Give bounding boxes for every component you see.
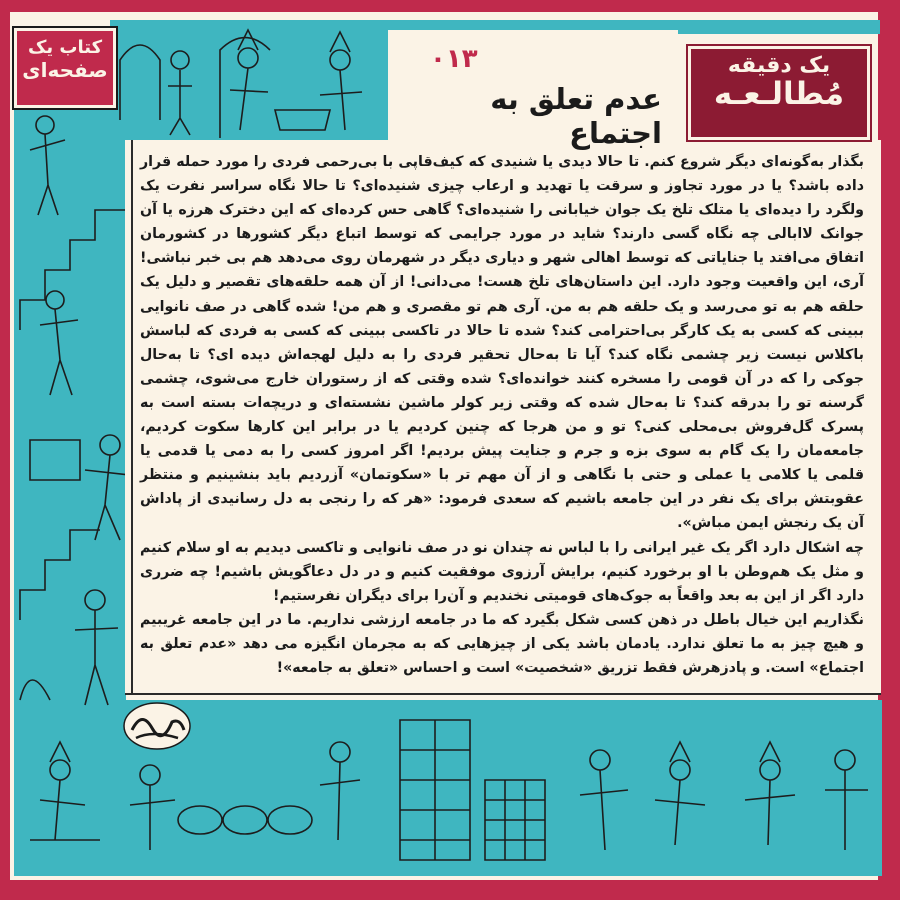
series-logo-line1: یک دقیقه [727, 53, 831, 78]
series-logo-line2: مُطالـعـه [713, 76, 845, 112]
signature-stamp-icon [122, 700, 192, 752]
book-badge [14, 28, 116, 108]
article-body [140, 150, 864, 690]
series-logo [688, 46, 870, 140]
page-title: عدم تعلق به اجتماع [490, 82, 662, 150]
paragraph-1: بگذار به‌گونه‌ای دیگر شروع کنم. تا حالا دیدی یا شنیدی که کیف‌قاپی با بی‌رحمی فردی را مورد حمله قرار داده باشد؟ یا در مورد تجاوز و سرقت یا تهدید و ارعاب چیزی شنیده‌ای؟ تا حالا نگاه سراسر نفرت یک ولگرد را دیده‌ای یا متلک تلخ یک جوان خیابانی را شنیده‌ای؟ گاهی حس کرده‌ای که این دخترک هرزه یا آن جوانک لاابالی چه نگاه گسی دارند؟ شاید در مورد جرایمی که توسط اتباع دیگر کشورها در کشورمان اتفاق می‌افتد یا جنایاتی که توسط اهالی شهر و دیاری دیگر در شهرمان روی می‌دهد هم بی خبر نباشی! آری، این واقعیت وجود دارد. این داستان‌های تلخ هست! می‌دانی! از آن همه حلقه‌های تقصیر و دلیل یک حلقه هم به تو می‌رسد و یک حلقه هم به من. آری هم تو مقصری و هم من! شده گاهی در صف نانوایی ببینی که کسی به یک کارگر بی‌احترامی کند؟ شده تا حالا در تاکسی ببینی که کسی به فردی که لباسش باکلاس نیست زیر چشمی نگاه کند؟ آیا تا به‌حال تحقیر فردی را به دلیل لهجه‌اش دیده ای؟ تا به‌حال جوکی را که در آن قومی را مسخره کنند خوانده‌ای؟ شده وقتی که از رستوران خارج می‌شوی، چشمی گرسنه تو را بدرقه کند؟ تا به‌حال شده که وقتی زیر کولر ماشین نشسته‌ای و دریچه‌ات بسته است به پسرک گل‌فروش بی‌محلی کنی؟ تو و من هرجا که چنین کردیم یا در برابر این کارها سکوت کردیم، جامعه‌مان را یک گام به سوی بزه و جرم و جنایت پیش بردیم! اگر امروز کسی را به دمی یا قدمی یا قلمی یا کلامی یا عملی و حتی با نگاهی و از آن مهم تر با «سکوتمان» آزردیم باید بنشینیم و منتظر عقوبتش برای یک نفر در این جامعه باشیم که سعدی فرمود: «هر که را رنجی به دل رسانیدی از پاداش آن یک رنجش ایمن مباش». [140, 154, 864, 532]
paragraph-2: چه اشکال دارد اگر یک غیر ایرانی را با لباس نه چندان نو در صف نانوایی و تاکسی دیدیم به او سلام کنیم و مثل یک هم‌وطن با او برخورد کنیم، برایش آرزوی موفقیت کنیم و در دل دعاگویش باشیم! چه ضرری دارد اگر از این به بعد واقعاً به جوک‌های قومیتی نخندیم و آن‌را برای دیگران نفرستیم! [140, 539, 864, 604]
book-badge-line2: صفحه‌ای [22, 58, 108, 82]
book-badge-line1: کتاب یک [27, 37, 103, 58]
episode-number: ۰۱۳ [430, 44, 478, 74]
paragraph-3: نگذاریم این خیال باطل در ذهن کسی شکل بگیرد که ما در جامعه ارزشی نداریم. ما در این جامعه غریبیم و هیچ چیز به ما تعلق ندارد. یادمان باشد یکی از چیزهایی که به مجرمان انگیزه می دهد «عدم تعلق به اجتماع» است. و پادزهرش فقط تزریق «شخصیت» است و احساس «تعلق به جامعه»! [140, 611, 864, 676]
